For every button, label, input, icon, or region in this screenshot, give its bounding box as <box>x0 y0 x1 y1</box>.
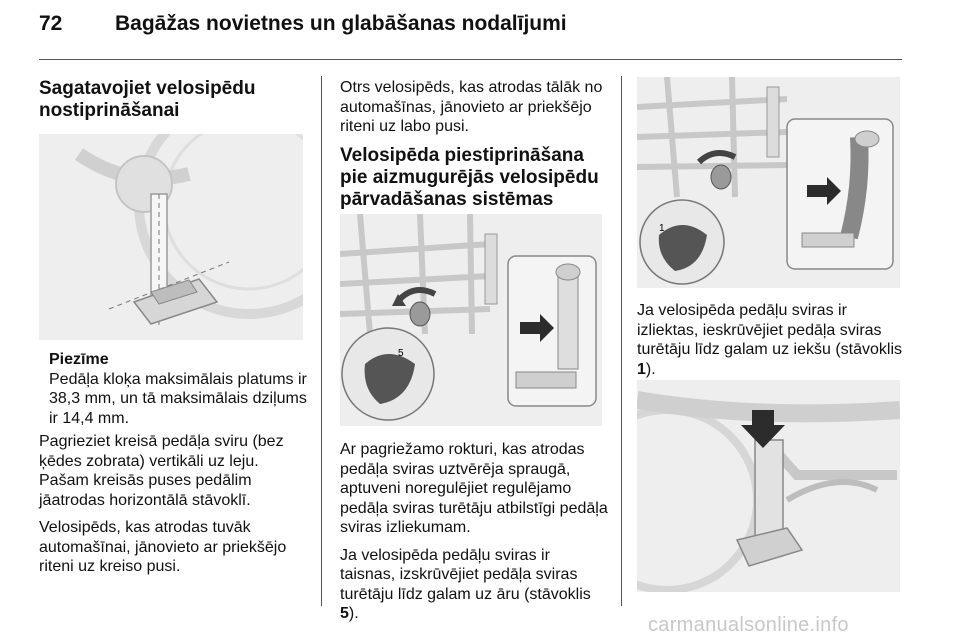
page-header <box>39 12 567 36</box>
note-title: Piezīme <box>49 351 109 368</box>
section-heading-prepare: Sagatavojiet velosipēdu nostiprināšanai <box>39 78 256 121</box>
page-number: 72 <box>39 12 63 35</box>
column-3-body <box>637 301 903 387</box>
figure-pedal-crank <box>39 134 303 340</box>
column-2-body <box>340 440 608 632</box>
column-separator-1 <box>321 76 322 606</box>
page-title: Bagāžas novietnes un glabāšanas nodalījumi <box>115 12 567 35</box>
column-2 <box>340 78 605 223</box>
paragraph-far-bicycle: Otrs velosipēds, kas atrodas tālāk no automašīnas, jānovieto ar priekšējo riteni uz labo pusi. <box>340 79 603 135</box>
figure-callout-5: 5 <box>398 348 404 359</box>
paragraph-curved-cranks: Ja velosipēda pedāļu sviras ir izliektas, ieskrūvējiet pedāļa sviras turētāju līdz galam uz iekšu (stāvoklis 1). <box>637 302 902 378</box>
paragraph-adjust-holder: Ar pagriežamo rokturi, kas atrodas pedāļa sviras uztvērēja spraugā, aptuveni noregulējiet regulējamo pedāļa sviras turētāju atbilstīgi pedāļa sviras izliekumam. <box>340 441 608 536</box>
watermark: carmanualsonline.info <box>648 614 849 636</box>
column-separator-2 <box>621 76 622 606</box>
figure-pedal-in-holder <box>637 380 900 592</box>
column-1-body <box>39 432 305 585</box>
header-rule <box>39 59 902 60</box>
figure-rear-carrier-position-5 <box>340 214 602 426</box>
column-1 <box>39 78 305 134</box>
note-box <box>39 350 315 428</box>
paragraph-pedal-position: Pagrieziet kreisā pedāļa sviru (bez ķēdes zobrata) vertikāli uz leju. Pašam kreisās puses pedālim jāatrodas horizontālā stāvoklī. <box>39 433 284 509</box>
paragraph-near-bicycle: Velosipēds, kas atrodas tuvāk automašīnai, jānovieto ar priekšējo riteni uz kreiso pusi. <box>39 519 287 575</box>
paragraph-straight-cranks: Ja velosipēda pedāļu sviras ir taisnas, izskrūvējiet pedāļa sviras turētāju līdz galam uz āru (stāvoklis 5). <box>340 546 591 622</box>
figure-rear-carrier-position-1 <box>637 77 900 288</box>
note-body: Pedāļa kloķa maksimālais platums ir 38,3 mm, un tā maksimālais dziļums ir 14,4 mm. <box>49 370 307 427</box>
figure-callout-1: 1 <box>659 223 665 234</box>
section-heading-attach: Velosipēda piestiprināšana pie aizmugurējās velosipēdu pārvadāšanas sistēmas <box>340 144 599 210</box>
